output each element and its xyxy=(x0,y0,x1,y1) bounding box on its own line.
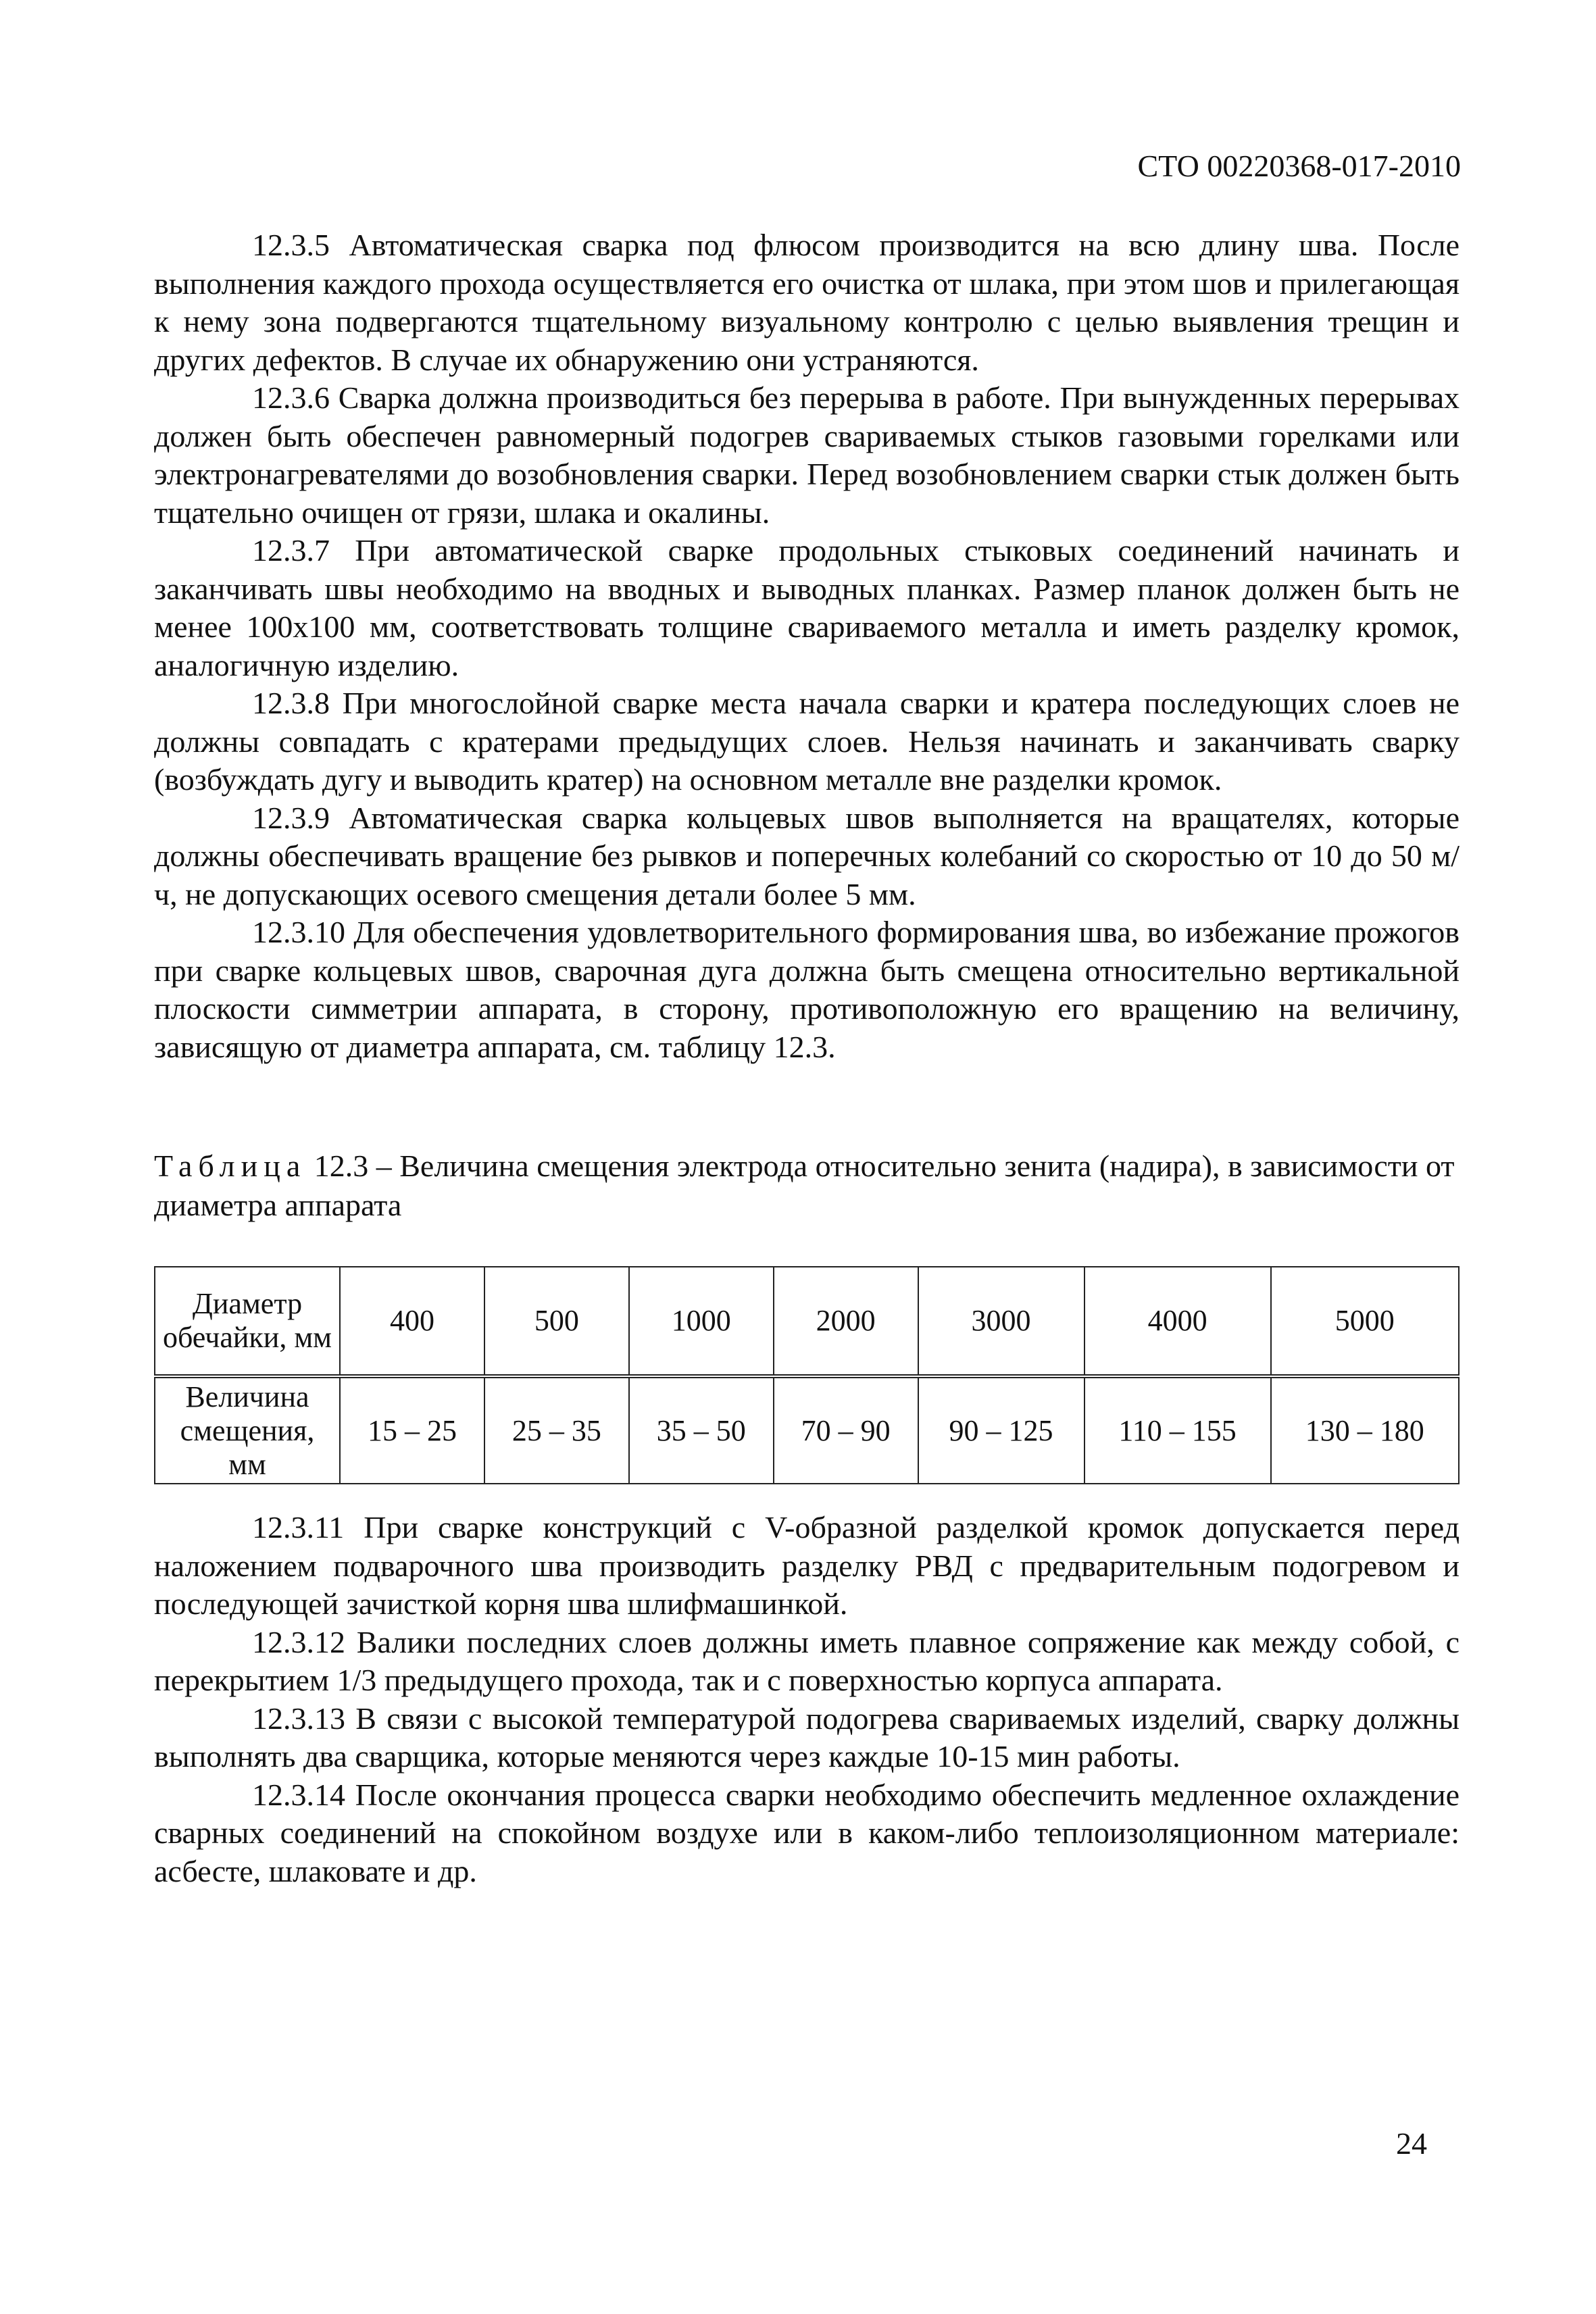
offset-table xyxy=(154,1266,1460,1484)
table-cell: 130 – 180 xyxy=(1271,1376,1459,1484)
table-cell: 3000 xyxy=(918,1267,1084,1376)
table-cell: 25 – 35 xyxy=(484,1376,629,1484)
paragraph-12-3-5: 12.3.5 Автоматическая сварка под флюсом производится на всю длину шва. После выполнения каждого прохода осуществляется его очистка от шлака, при этом шов и прилегающая к нему зона подвергаются тщательному визуальному контролю с целью выявления трещин и других дефектов. В случае их обнаружению они устраняются. xyxy=(154,228,1460,377)
table-row-diameter xyxy=(155,1267,1459,1376)
table-cell: 2000 xyxy=(774,1267,918,1376)
table-cell: 110 – 155 xyxy=(1084,1376,1271,1484)
paragraph-12-3-11: 12.3.11 При сварке конструкций с V-образной разделкой кромок допускается перед наложением подварочного шва производить разделку РВД с предварительным подогревом и последующей зачисткой корня шва шлифмашинкой. xyxy=(154,1510,1460,1621)
paragraph-12-3-8: 12.3.8 При многослойной сварке места начала сварки и кратера последующих слоев не должны совпадать с кратерами предыдущих слоев. Нельзя начинать и заканчивать сварку (возбуждать дугу и выводить кратер) на основном металле вне разделки кромок. xyxy=(154,686,1460,797)
paragraph-12-3-9: 12.3.9 Автоматическая сварка кольцевых швов выполняется на вращателях, которые должны обеспечивать вращение без рывков и поперечных колебаний со скоростью от 10 до 50 м/ч, не допускающих осевого смещения детали более 5 мм. xyxy=(154,800,1460,911)
paragraph-12-3-7: 12.3.7 При автоматической сварке продольных стыковых соединений начинать и заканчивать швы необходимо на вводных и выводных планках. Размер планок должен быть не менее 100х100 мм, соответствовать толщине свариваемого металла и иметь разделку кромок, аналогичную изделию. xyxy=(154,533,1460,682)
table-caption-label: Таблица xyxy=(154,1149,307,1183)
row-header-offset: Величина смещения, мм xyxy=(155,1376,340,1484)
paragraph-12-3-14: 12.3.14 После окончания процесса сварки необходимо обеспечить медленное охлаждение сварных соединений на спокойном воздухе или в каком-либо теплоизоляционном материале: асбесте, шлаковате и др. xyxy=(154,1777,1460,1888)
table-row-offset xyxy=(155,1376,1459,1484)
table-cell: 4000 xyxy=(1084,1267,1271,1376)
table-cell: 35 – 50 xyxy=(629,1376,774,1484)
table-caption xyxy=(154,1147,1460,1225)
table-cell: 400 xyxy=(340,1267,484,1376)
table-cell: 90 – 125 xyxy=(918,1376,1084,1484)
table-caption-text: 12.3 – Величина смещения электрода относительно зенита (надира), в зависимости от диаметра аппарата xyxy=(154,1149,1455,1222)
table-cell: 70 – 90 xyxy=(774,1376,918,1484)
paragraph-12-3-12: 12.3.12 Валики последних слоев должны иметь плавное сопряжение как между собой, с перекрытием 1/3 предыдущего прохода, так и с поверхностью корпуса аппарата. xyxy=(154,1624,1460,1697)
row-header-diameter: Диаметр обечайки, мм xyxy=(155,1267,340,1376)
table-cell: 15 – 25 xyxy=(340,1376,484,1484)
paragraph-12-3-13: 12.3.13 В связи с высокой температурой подогрева свариваемых изделий, сварку должны выполнять два сварщика, которые меняются через каждые 10-15 мин работы. xyxy=(154,1701,1460,1774)
document-code: СТО 00220368-017-2010 xyxy=(1137,149,1461,183)
table-cell: 500 xyxy=(484,1267,629,1376)
text-block-top xyxy=(154,226,1460,1066)
page-number: 24 xyxy=(1396,2126,1427,2161)
table-cell: 1000 xyxy=(629,1267,774,1376)
paragraph-12-3-10: 12.3.10 Для обеспечения удовлетворительного формирования шва, во избежание прожогов при сварке кольцевых швов, сварочная дуга должна быть смещена относительно вертикальной плоскости симметрии аппарата, в сторону, противоположную его вращению на величину, зависящую от диаметра аппарата, см. таблицу 12.3. xyxy=(154,915,1460,1064)
text-block-bottom xyxy=(154,1509,1460,1890)
table-cell: 5000 xyxy=(1271,1267,1459,1376)
paragraph-12-3-6: 12.3.6 Сварка должна производиться без перерыва в работе. При вынужденных перерывах должен быть обеспечен равномерный подогрев свариваемых стыков газовыми горелками или электронагревателями до возобновления сварки. Перед возобновлением сварки стык должен быть тщательно очищен от грязи, шлака и окалины. xyxy=(154,380,1460,530)
